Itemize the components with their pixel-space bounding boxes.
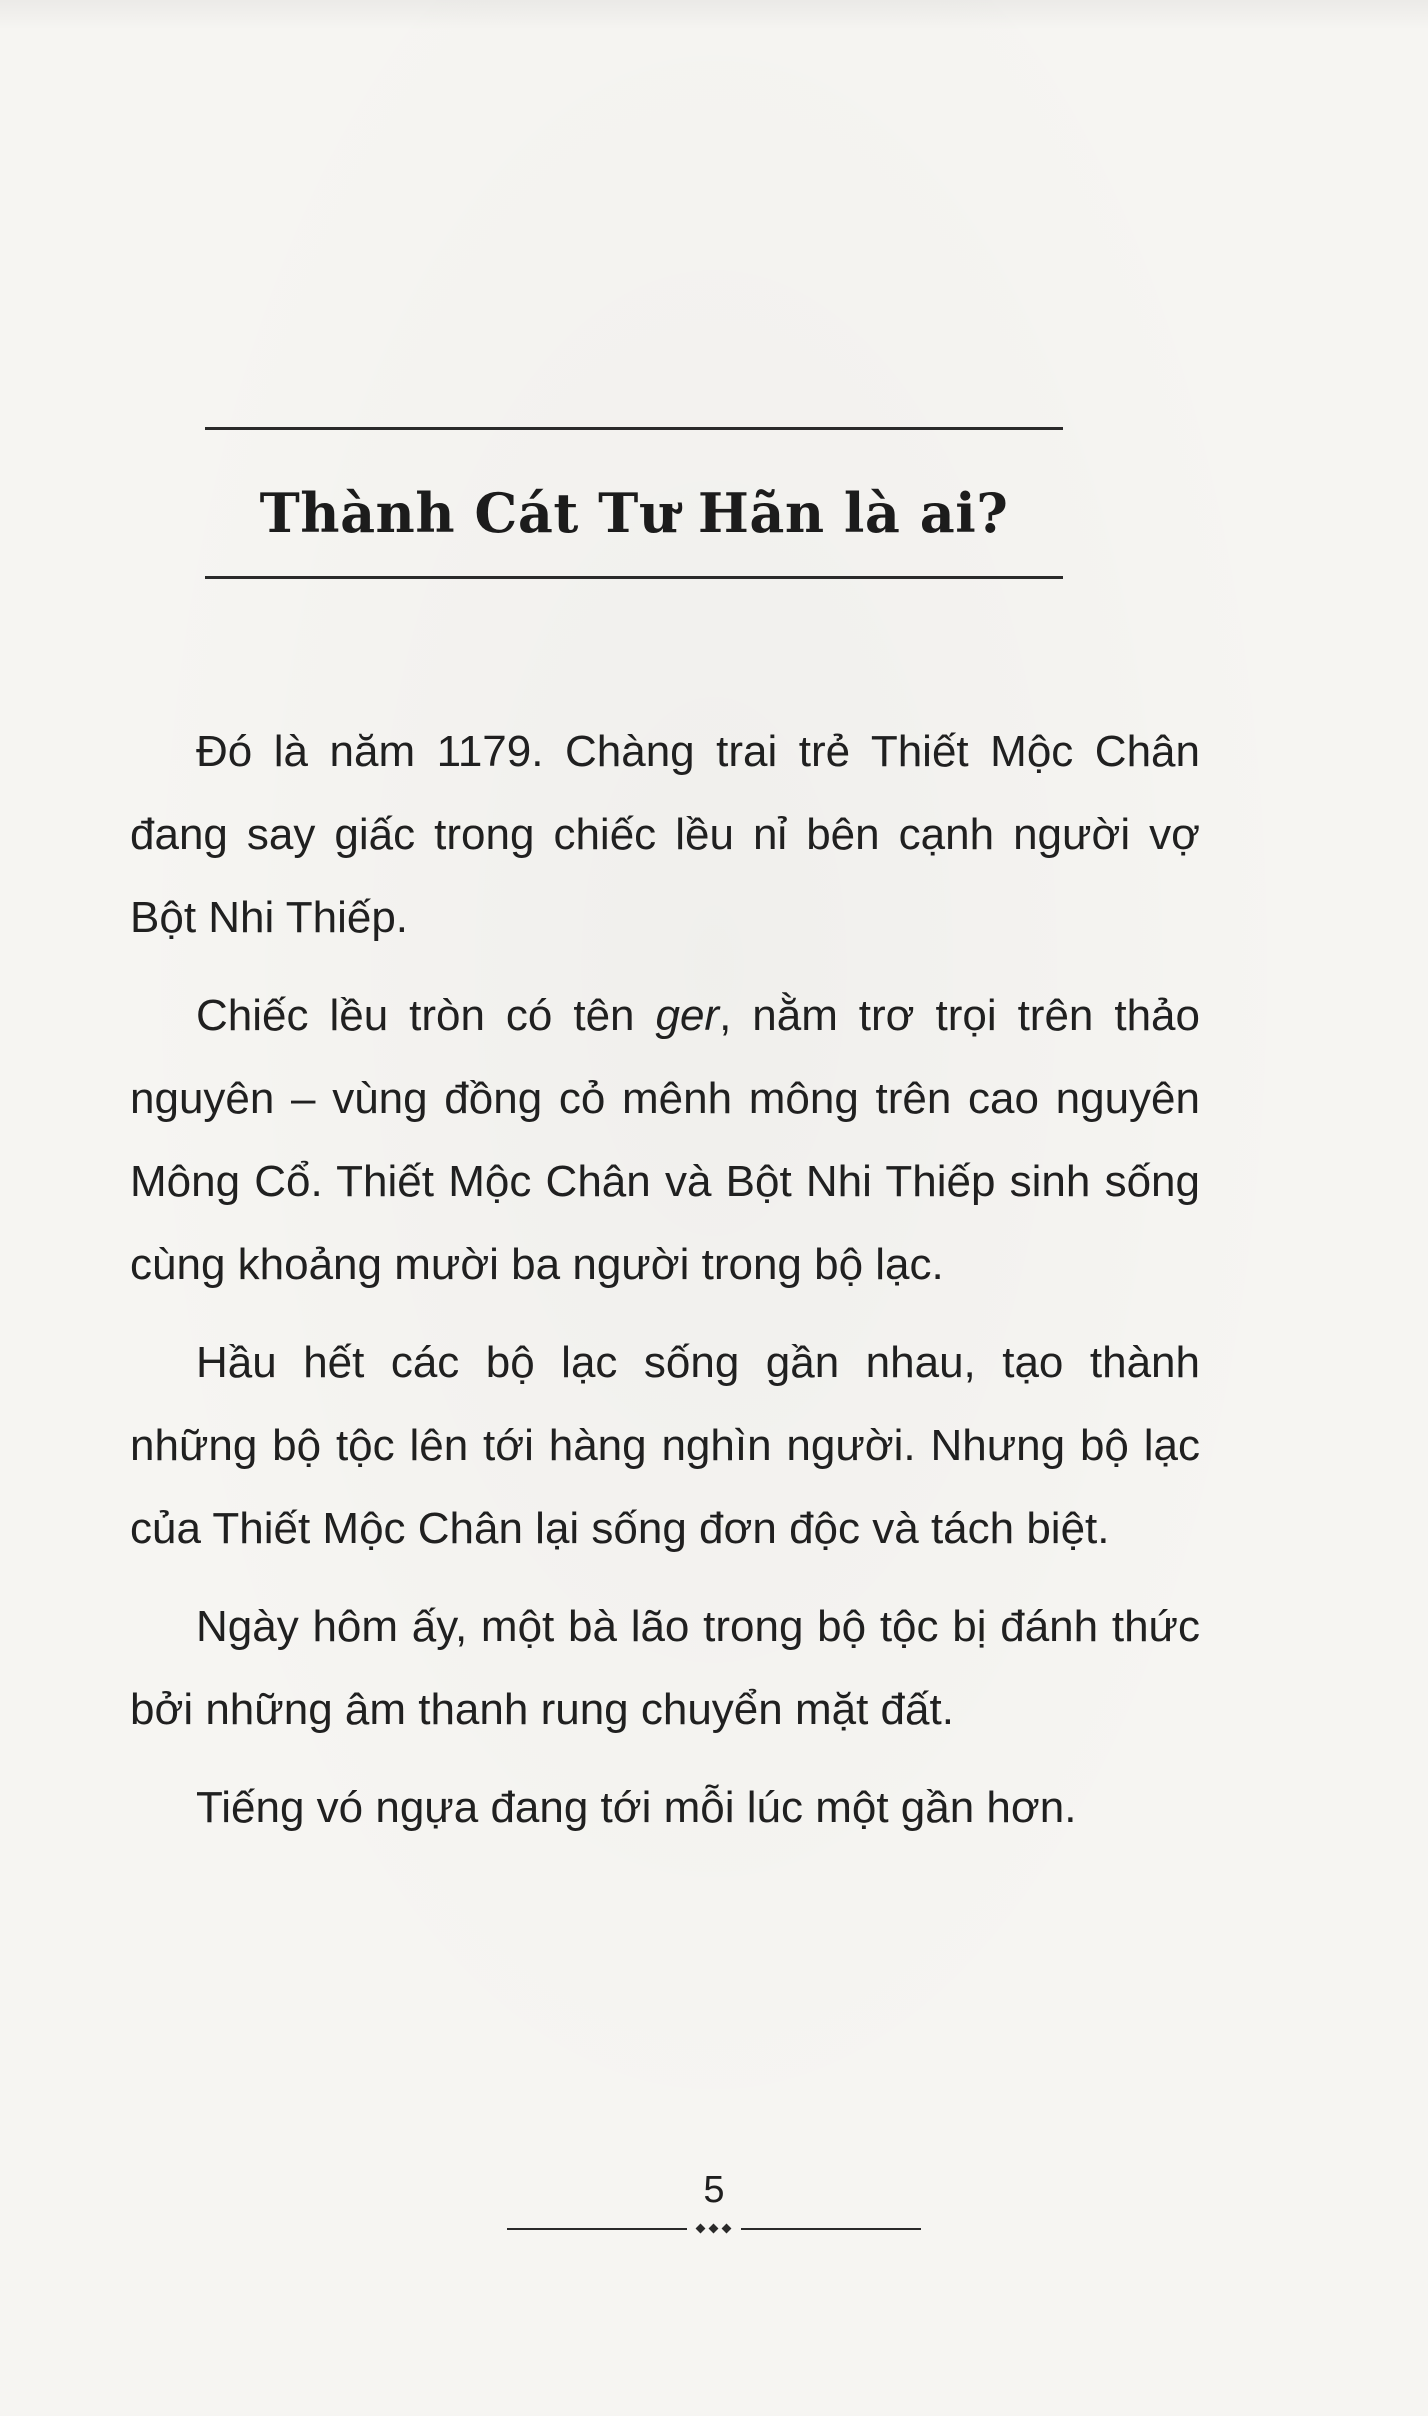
title-top-rule <box>205 427 1063 430</box>
ornament-diamond <box>722 2224 732 2234</box>
paragraph-4: Ngày hôm ấy, một bà lão trong bộ tộc bị đánh thức bởi những âm thanh rung chuyển mặt đất. <box>130 1602 1200 1734</box>
paragraph-5: Tiếng vó ngựa đang tới mỗi lúc một gần hơn. <box>196 1783 1077 1832</box>
paragraph-3: Hầu hết các bộ lạc sống gần nhau, tạo thành những bộ tộc lên tới hàng nghìn người. Nhưng bộ lạc của Thiết Mộc Chân lại sống đơn độc và tách biệt. <box>130 1338 1200 1553</box>
body-text <box>130 710 1200 1864</box>
paragraph-2-after: , nằm trơ trọi trên thảo nguyên – vùng đồng cỏ mênh mông trên cao nguyên Mông Cổ. Thiết Mộc Chân và Bột Nhi Thiếp sinh sống cùng khoảng mười ba người trong bộ lạc. <box>130 991 1200 1289</box>
chapter-title: Thành Cát Tư Hãn là ai? <box>259 481 1009 545</box>
ornament-line-right <box>741 2228 921 2230</box>
paragraph-2-italic-term: ger <box>655 991 720 1040</box>
page-number: 5 <box>703 2169 725 2211</box>
title-bottom-rule <box>205 576 1063 579</box>
page-number-ornament <box>507 2224 921 2234</box>
ornament-diamond <box>696 2224 706 2234</box>
paragraph-2 <box>130 974 1200 1306</box>
paragraph-1: Đó là năm 1179. Chàng trai trẻ Thiết Mộc Chân đang say giấc trong chiếc lều nỉ bên cạnh người vợ Bột Nhi Thiếp. <box>130 727 1200 942</box>
ornament-diamond <box>709 2224 719 2234</box>
ornament-line-left <box>507 2228 687 2230</box>
paragraph-2-before: Chiếc lều tròn có tên <box>196 991 656 1040</box>
